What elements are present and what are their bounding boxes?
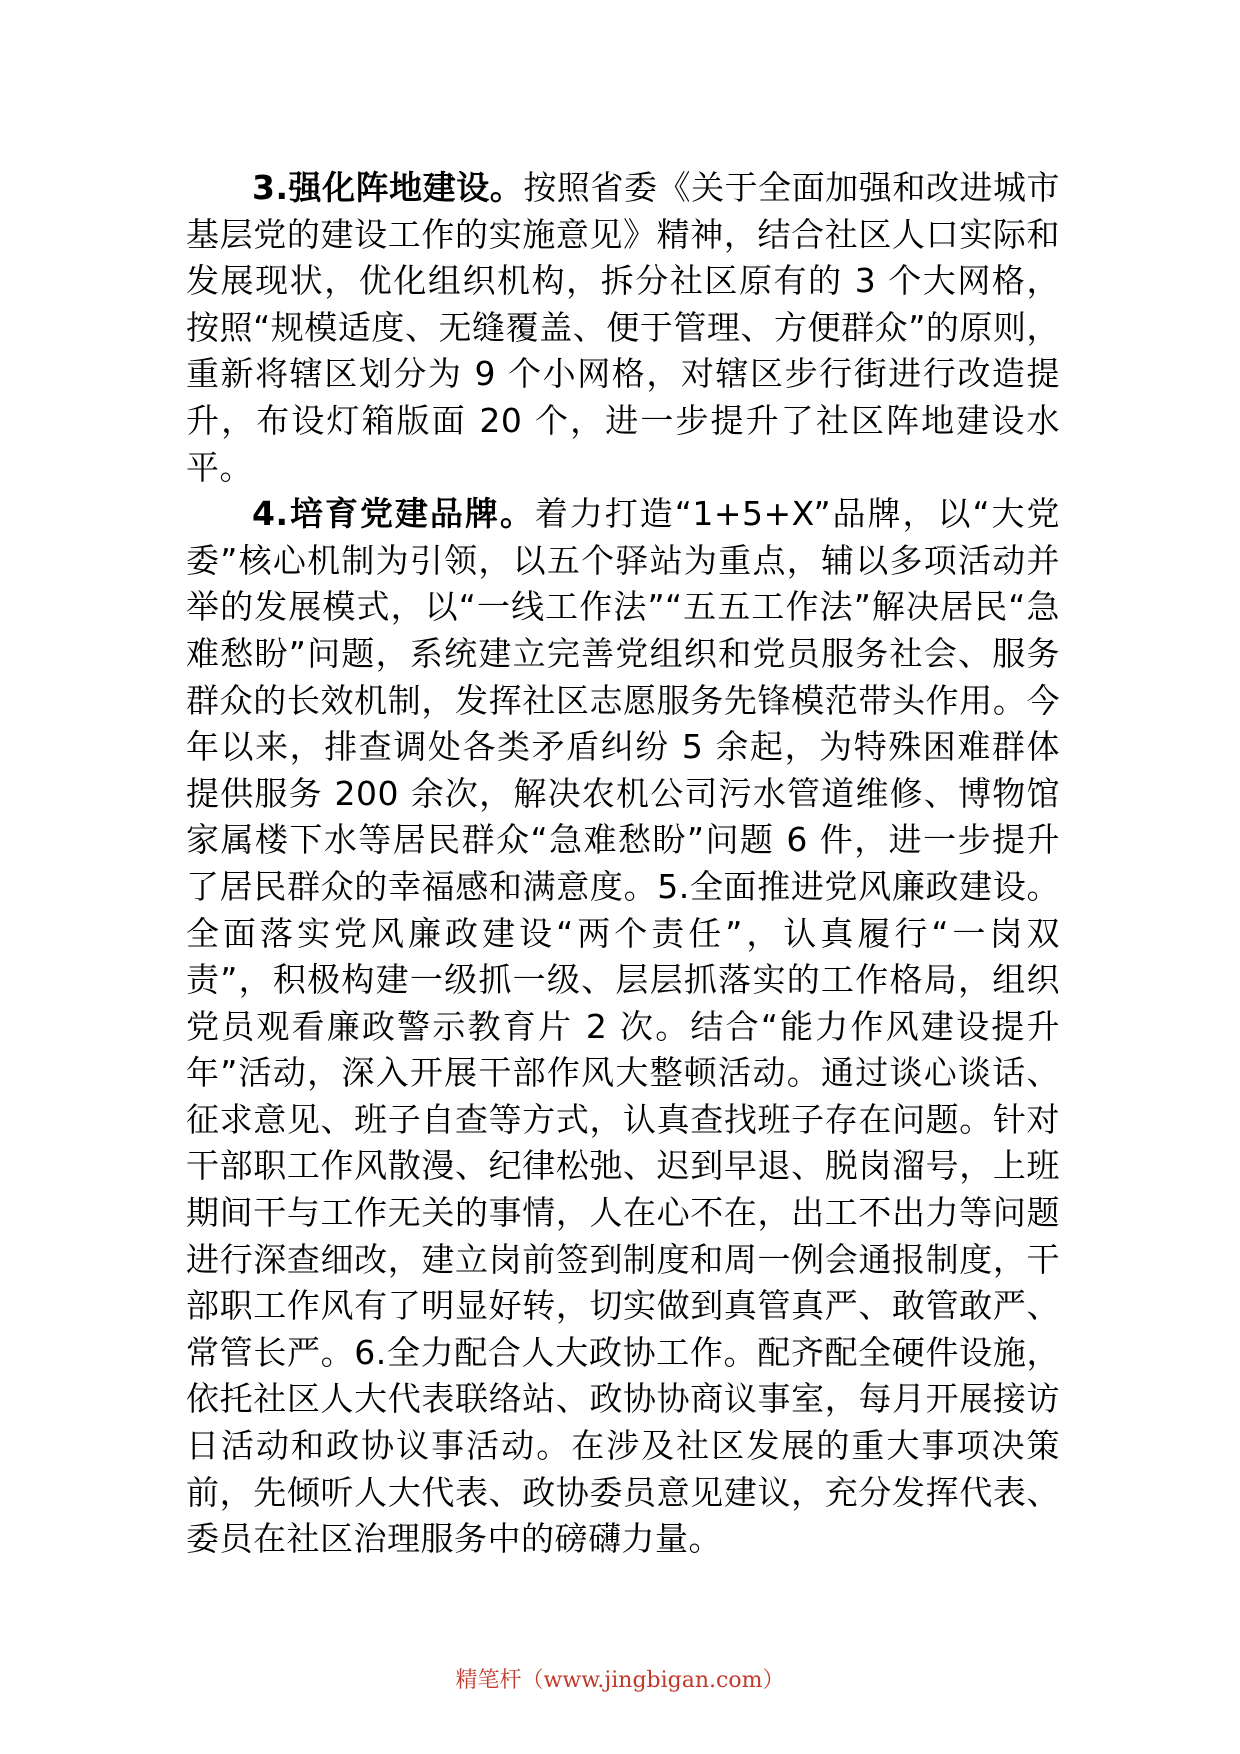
footer-watermark: 精笔杆（www.jingbigan.com） [455, 1668, 785, 1693]
paragraph-4-body: 着力打造“1+5+X”品牌，以“大党委”核心机制为引领，以五个驿站为重点，辅以多项活动并举的发展模式，以“一线工作法”“五五工作法”解决居民“急难愁盼”问题，系统建立完善党组织和党员服务社会、服务群众的长效机制，发挥社区志愿服务先锋模范带头作用。今年以来，排查调处各类矛盾纠纷 5 余起，为特殊困难群体提供服务 200 余次，解决农机公司污水管道维修、博物馆家属楼下水等居民群众“急难愁盼”问题 6 件，进一步提升了居民群众的幸福感和满意度。5.全面推进党风廉政建设。全面落实党风廉政建设“两个责任”，认真履行“一岗双责”，积极构建一级抓一级、层层抓落实的工作格局，组织党员观看廉政警示教育片 2 次。结合“能力作风建设提升年”活动，深入开展干部作风大整顿活动。通过谈心谈话、征求意见、班子自查等方式，认真查找班子存在问题。针对干部职工作风散漫、纪律松弛、迟到早退、脱岗溜号，上班期间干与工作无关的事情，人在心不在，出工不出力等问题进行深查细改，建立岗前签到制度和周一例会通报制度，干部职工作风有了明显好转，切实做到真管真严、敢管敢严、常管长严。6.全力配合人大政协工作。配齐配全硬件设施，依托社区人大代表联络站、政协协商议事室，每月开展接访日活动和政协议事活动。在涉及社区发展的重大事项决策前，先倾听人大代表、政协委员意见建议，充分发挥代表、委员在社区治理服务中的磅礴力量。 [186, 494, 1061, 1559]
paragraph-4 [186, 491, 1060, 1563]
document-page [186, 165, 1060, 1563]
paragraph-4-heading: 4.培育党建品牌。 [252, 494, 535, 534]
paragraph-3-heading: 3.强化阵地建设。 [252, 168, 524, 207]
paragraph-3-body: 按照省委《关于全面加强和改进城市基层党的建设工作的实施意见》精神，结合社区人口实际和发展现状，优化组织机构，拆分社区原有的 3 个大网格，按照“规模适度、无缝覆盖、便于管理、方便群众”的原则，重新将辖区划分为 9 个小网格，对辖区步行街进行改造提升，布设灯箱版面 20 个，进一步提升了社区阵地建设水平。 [186, 168, 1061, 487]
paragraph-3 [186, 165, 1060, 491]
